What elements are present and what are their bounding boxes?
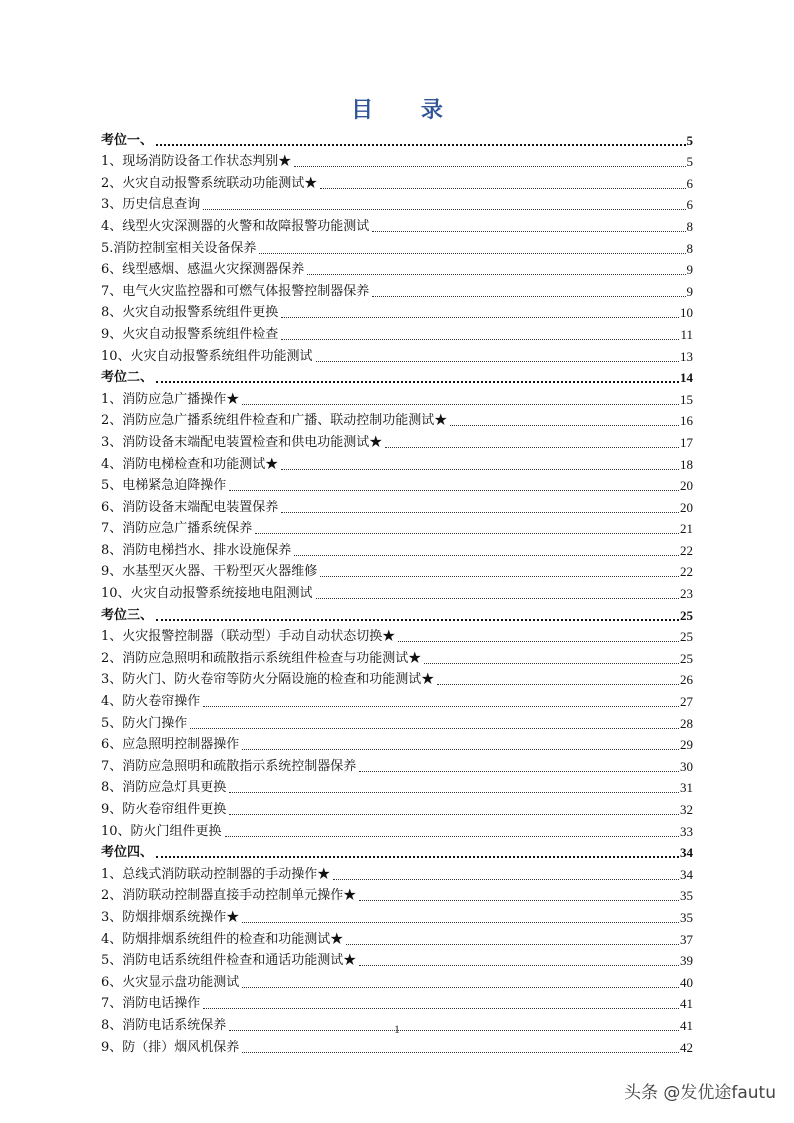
toc-entry[interactable] [101, 193, 693, 215]
toc-entry[interactable] [101, 344, 693, 366]
toc-entry-label: 考位二、 [101, 370, 154, 386]
dot-leader [242, 986, 679, 988]
dot-leader [156, 380, 679, 383]
toc-section[interactable] [101, 603, 693, 625]
toc-entry[interactable] [101, 733, 693, 755]
toc-entry-label: 8、火灾自动报警系统组件更换 [101, 305, 279, 321]
dot-leader [242, 403, 679, 405]
toc-entry-page: 9 [686, 283, 693, 299]
dot-leader [294, 165, 685, 167]
toc-entry[interactable] [101, 538, 693, 560]
toc-entry-page: 22 [680, 542, 693, 558]
toc-entry-label: 5、防火门操作 [101, 715, 188, 731]
toc-entry-label: 4、防火卷帘操作 [101, 694, 201, 710]
toc-entry[interactable] [101, 236, 693, 258]
dot-leader [359, 899, 679, 901]
dot-leader [229, 813, 679, 815]
toc-entry[interactable] [101, 668, 693, 690]
dot-leader [255, 532, 679, 534]
dot-leader [316, 360, 679, 362]
dot-leader [320, 187, 685, 189]
toc-entry[interactable] [101, 322, 693, 344]
dot-leader [424, 662, 679, 664]
dot-leader [385, 446, 679, 448]
dot-leader [281, 338, 679, 340]
dot-leader [203, 1007, 679, 1009]
toc-entry-page: 35 [680, 888, 693, 904]
toc-entry-page: 25 [680, 629, 693, 645]
dot-leader [229, 791, 679, 793]
dot-leader [307, 273, 685, 275]
toc-entry[interactable] [101, 776, 693, 798]
toc-entry[interactable] [101, 754, 693, 776]
toc-entry-page: 33 [680, 823, 693, 839]
toc-entry-label: 10、防火门组件更换 [101, 823, 222, 839]
toc-entry-label: 10、火灾自动报警系统接地电阻测试 [101, 586, 313, 602]
toc-entry-label: 6、应急照明控制器操作 [101, 737, 240, 753]
toc-entry[interactable] [101, 581, 693, 603]
dot-leader [190, 727, 679, 729]
toc-entry-page: 37 [680, 931, 693, 947]
toc-entry-label: 8、消防电话系统保养 [101, 1017, 227, 1033]
toc-entry-page: 39 [680, 953, 693, 969]
dot-leader [372, 230, 685, 232]
toc-section[interactable] [101, 841, 693, 863]
toc-entry-label: 7、电气火灾监控器和可燃气体报警控制器保养 [101, 283, 370, 299]
toc-entry-page: 6 [686, 175, 693, 191]
toc-entry-page: 18 [680, 456, 693, 472]
dot-leader [156, 143, 685, 146]
toc-entry-page: 23 [680, 586, 693, 602]
toc-entry-label: 6、线型感烟、感温火灾探测器保养 [101, 262, 305, 278]
watermark: 头条 @发优途fautu [623, 1083, 776, 1103]
toc-entry[interactable] [101, 884, 693, 906]
toc-entry-label: 4、线型火灾深测器的火警和故障报警功能测试 [101, 218, 370, 234]
dot-leader [450, 424, 679, 426]
toc-entry-page: 35 [680, 909, 693, 925]
toc-entry[interactable] [101, 905, 693, 927]
toc-entry-page: 30 [680, 758, 693, 774]
toc-entry-page: 41 [680, 1017, 693, 1033]
toc-entry-page: 16 [680, 413, 693, 429]
dot-leader [225, 835, 679, 837]
toc-entry-page: 41 [680, 996, 693, 1012]
toc-entry[interactable] [101, 387, 693, 409]
toc-entry-label: 3、防烟排烟系统操作★ [101, 909, 240, 925]
table-of-contents [101, 128, 693, 1057]
toc-entry-page: 20 [680, 499, 693, 515]
toc-entry-label: 2、火灾自动报警系统联动功能测试★ [101, 175, 318, 191]
toc-entry-label: 7、消防电话操作 [101, 996, 201, 1012]
toc-entry[interactable] [101, 301, 693, 323]
toc-entry-page: 31 [680, 780, 693, 796]
toc-entry[interactable] [101, 258, 693, 280]
toc-entry-label: 2、消防联动控制器直接手动控制单元操作★ [101, 888, 357, 904]
toc-entry-label: 8、消防应急灯具更换 [101, 780, 227, 796]
dot-leader [203, 208, 685, 210]
toc-entry[interactable] [101, 862, 693, 884]
toc-entry-page: 22 [680, 564, 693, 580]
toc-entry-page: 8 [686, 218, 693, 234]
toc-entry-page: 5 [686, 154, 693, 170]
toc-entry[interactable] [101, 474, 693, 496]
toc-entry[interactable] [101, 279, 693, 301]
toc-entry[interactable] [101, 560, 693, 582]
toc-entry-page: 9 [686, 262, 693, 278]
toc-entry-page: 6 [686, 197, 693, 213]
toc-entry-label: 9、防（排）烟风机保养 [101, 1039, 240, 1055]
toc-entry-label: 5.消防控制室相关设备保养 [101, 240, 257, 256]
toc-entry-page: 17 [680, 434, 693, 450]
toc-entry-label: 5、电梯紧急迫降操作 [101, 478, 227, 494]
toc-entry[interactable] [101, 171, 693, 193]
toc-entry[interactable] [101, 646, 693, 668]
dot-leader [398, 640, 679, 642]
toc-entry-page: 8 [686, 240, 693, 256]
toc-entry-label: 10、火灾自动报警系统组件功能测试 [101, 348, 313, 364]
toc-entry-page: 13 [680, 348, 693, 364]
dot-leader [242, 748, 679, 750]
dot-leader [359, 770, 679, 772]
dot-leader [359, 964, 679, 966]
toc-entry-page: 29 [680, 737, 693, 753]
toc-entry-label: 7、消防应急照明和疏散指示系统控制器保养 [101, 758, 357, 774]
dot-leader [156, 855, 679, 858]
toc-entry-label: 考位四、 [101, 845, 154, 861]
toc-entry-label: 1、现场消防设备工作状态判别★ [101, 154, 292, 170]
toc-entry[interactable] [101, 689, 693, 711]
toc-entry-page: 25 [680, 607, 693, 623]
toc-entry-page: 27 [680, 694, 693, 710]
toc-entry-page: 26 [680, 672, 693, 688]
dot-leader [203, 705, 679, 707]
dot-leader [281, 316, 679, 318]
toc-entry-label: 2、消防应急照明和疏散指示系统组件检查与功能测试★ [101, 650, 422, 666]
toc-entry-label: 4、防烟排烟系统组件的检查和功能测试★ [101, 931, 344, 947]
toc-entry[interactable] [101, 517, 693, 539]
dot-leader [229, 489, 679, 491]
toc-entry[interactable] [101, 797, 693, 819]
toc-entry[interactable] [101, 625, 693, 647]
dot-leader [320, 575, 679, 577]
toc-entry-page: 15 [680, 391, 693, 407]
toc-entry[interactable] [101, 819, 693, 841]
dot-leader [281, 511, 679, 513]
toc-entry-page: 32 [680, 802, 693, 817]
toc-entry-page: 34 [680, 866, 693, 882]
toc-entry[interactable] [101, 430, 693, 452]
toc-entry-page: 11 [680, 326, 693, 342]
toc-entry-page: 25 [680, 650, 693, 666]
page-number: 1 [394, 1022, 400, 1036]
toc-entry-label: 9、火灾自动报警系统组件检查 [101, 326, 279, 342]
toc-entry-label: 5、消防电话系统组件检查和通话功能测试★ [101, 953, 357, 969]
toc-entry-page: 21 [680, 521, 693, 537]
toc-entry-page: 28 [680, 715, 693, 731]
dot-leader [156, 618, 679, 621]
toc-entry[interactable] [101, 927, 693, 949]
toc-entry[interactable] [101, 409, 693, 431]
toc-entry[interactable] [101, 452, 693, 474]
dot-leader [259, 252, 685, 254]
toc-entry-label: 1、总线式消防联动控制器的手动操作★ [101, 866, 331, 882]
toc-entry-label: 4、消防电梯检查和功能测试★ [101, 456, 279, 472]
toc-entry-label: 6、火灾显示盘功能测试 [101, 974, 240, 990]
toc-entry-page: 14 [680, 370, 693, 386]
toc-entry[interactable] [101, 949, 693, 971]
toc-entry[interactable] [101, 150, 693, 172]
toc-entry-label: 考位三、 [101, 607, 154, 623]
toc-entry-label: 2、消防应急广播系统组件检查和广播、联动控制功能测试★ [101, 413, 448, 429]
toc-entry-label: 9、防火卷帘组件更换 [101, 802, 227, 817]
toc-entry-page: 5 [686, 132, 693, 148]
toc-entry[interactable] [101, 214, 693, 236]
dot-leader [346, 943, 679, 945]
toc-entry-label: 7、消防应急广播系统保养 [101, 521, 253, 537]
toc-entry-label: 1、消防应急广播操作★ [101, 391, 240, 407]
dot-leader [333, 878, 679, 880]
toc-entry-page: 20 [680, 478, 693, 494]
page-title: 目 录 [351, 98, 463, 123]
toc-entry[interactable] [101, 1035, 693, 1057]
toc-section[interactable] [101, 366, 693, 388]
toc-entry[interactable] [101, 495, 693, 517]
toc-entry[interactable] [101, 970, 693, 992]
toc-entry[interactable] [101, 992, 693, 1014]
toc-entry-page: 10 [680, 305, 693, 321]
dot-leader [437, 683, 679, 685]
toc-section[interactable] [101, 128, 693, 150]
toc-entry[interactable] [101, 711, 693, 733]
toc-entry-label: 6、消防设备末端配电装置保养 [101, 499, 279, 515]
toc-entry-page: 40 [680, 974, 693, 990]
dot-leader [294, 554, 679, 556]
dot-leader [281, 468, 679, 470]
dot-leader [316, 597, 679, 599]
dot-leader [242, 921, 679, 923]
dot-leader [372, 295, 685, 297]
toc-entry-page: 42 [680, 1039, 693, 1055]
toc-entry-label: 1、火灾报警控制器（联动型）手动自动状态切换★ [101, 629, 396, 645]
toc-entry-page: 34 [680, 845, 693, 861]
toc-entry-label: 3、防火门、防火卷帘等防火分隔设施的检查和功能测试★ [101, 672, 435, 688]
toc-entry-label: 3、消防设备末端配电装置检查和供电功能测试★ [101, 434, 383, 450]
toc-entry-label: 8、消防电梯挡水、排水设施保养 [101, 542, 292, 558]
toc-entry-label: 9、水基型灭火器、干粉型灭火器维修 [101, 564, 318, 580]
dot-leader [242, 1051, 679, 1053]
toc-entry-label: 3、历史信息查询 [101, 197, 201, 213]
toc-entry-label: 考位一、 [101, 132, 154, 148]
